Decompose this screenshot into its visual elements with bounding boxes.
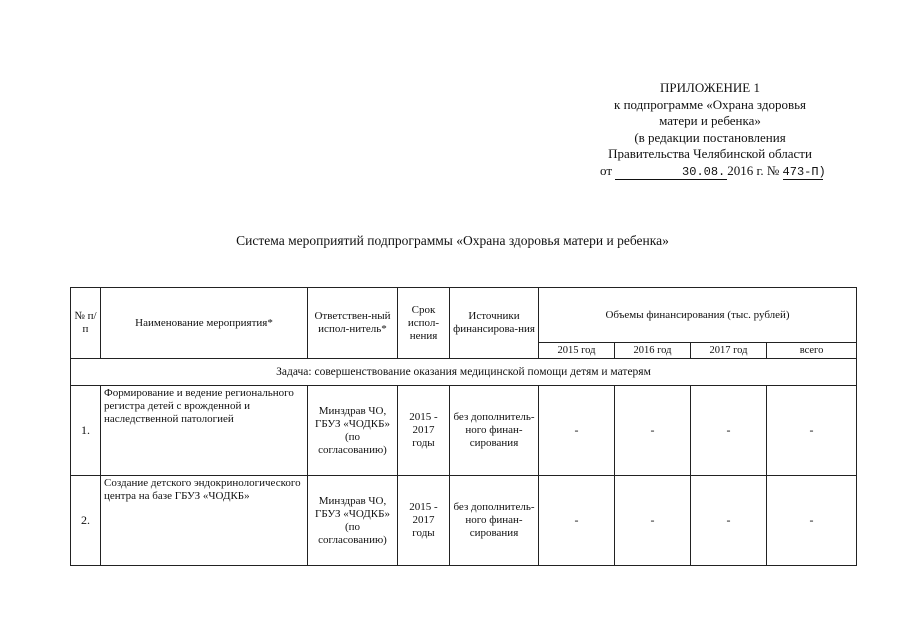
number-label: № <box>766 162 780 178</box>
appendix-heading: ПРИЛОЖЕНИЕ 1 <box>660 80 760 95</box>
resolution-number: 473-П) <box>782 164 826 179</box>
table-header-row <box>71 288 857 343</box>
row-value-2017: - <box>691 476 767 566</box>
row-value-2015: - <box>539 386 615 476</box>
row-term: 2015 - 2017 годы <box>398 476 450 566</box>
row-term: 2015 - 2017 годы <box>398 386 450 476</box>
task-row <box>71 359 857 386</box>
header-responsible: Ответствен-ный испол-нитель* <box>308 288 398 359</box>
resolution-year: 2016 г. <box>727 162 764 178</box>
header-funding: Объемы финансирования (тыс. рублей) <box>539 288 857 343</box>
row-sources: без дополнитель-ного финан-сирования <box>450 476 539 566</box>
resolution-date: 30.08. <box>615 166 727 180</box>
appendix-line: (в редакции постановления <box>634 129 786 145</box>
table-row <box>71 476 857 566</box>
header-year: 2017 год <box>691 343 767 359</box>
row-value-2015: - <box>539 476 615 566</box>
row-name: Создание детского эндокринологического центра на базе ГБУЗ «ЧОДКБ» <box>101 476 308 566</box>
row-responsible: Минздрав ЧО, ГБУЗ «ЧОДКБ» (по согласованию) <box>308 476 398 566</box>
header-num: № п/п <box>71 288 101 359</box>
row-value-total: - <box>767 386 857 476</box>
row-value-2016: - <box>615 476 691 566</box>
task-cell: Задача: совершенствование оказания медицинской помощи детям и матерям <box>71 359 857 386</box>
from-label: от <box>600 162 613 178</box>
table-row <box>71 386 857 476</box>
header-total: всего <box>767 343 857 359</box>
row-num: 2. <box>71 476 101 566</box>
resolution-date-line <box>560 163 860 180</box>
appendix-line: Правительства Челябинской области <box>608 146 812 161</box>
row-responsible: Минздрав ЧО, ГБУЗ «ЧОДКБ» (по согласованию) <box>308 386 398 476</box>
row-value-2016: - <box>615 386 691 476</box>
row-num: 1. <box>71 386 101 476</box>
header-term: Срок испол-нения <box>398 288 450 359</box>
header-name: Наименование мероприятия* <box>101 288 308 359</box>
row-sources: без дополнитель-ного финан-сирования <box>450 386 539 476</box>
appendix-block <box>560 80 860 180</box>
row-value-2017: - <box>691 386 767 476</box>
appendix-line: к подпрограмме «Охрана здоровья <box>614 96 806 112</box>
header-sources: Источники финансирова-ния <box>450 288 539 359</box>
header-year: 2016 год <box>615 343 691 359</box>
header-year: 2015 год <box>539 343 615 359</box>
document-title: Система мероприятий подпрограммы «Охрана здоровья матери и ребенка» <box>236 233 669 248</box>
row-name: Формирование и ведение регионального регистра детей с врожденной и наследственной патологией <box>101 386 308 476</box>
row-value-total: - <box>767 476 857 566</box>
appendix-line: матери и ребенка» <box>659 113 761 128</box>
measures-table <box>70 287 857 566</box>
